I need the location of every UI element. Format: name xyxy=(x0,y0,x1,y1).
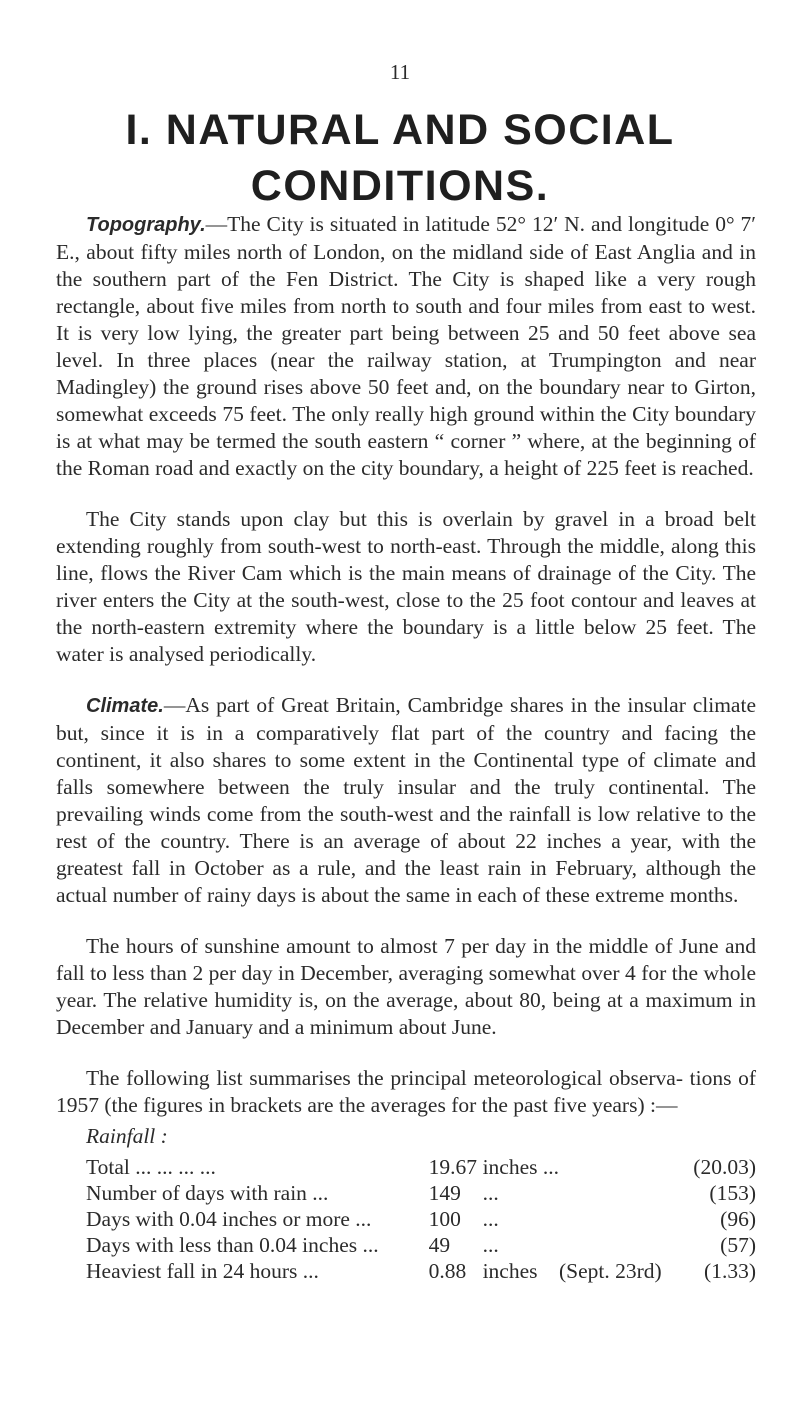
rainfall-row-note xyxy=(559,1154,662,1180)
chapter-title-line-2: CONDITIONS. xyxy=(250,162,550,210)
chapter-title-line-1: I. NATURAL AND SOCIAL xyxy=(125,106,675,154)
rainfall-row xyxy=(86,1180,756,1206)
topography-text: —The City is situated in latitude 52° 12′ N. and longitude 0° 7′ E., about fifty miles north of London, on the midland side of East Anglia and in the southern part of the Fen District. The City is shaped like a very rough rectangle, about five miles from north to south and four miles from east to west. It is very low lying, the greater part being between 25 and 50 feet above sea level. In three places (near the railway station, at Trumpington and near Madingley) the ground rises above 50 feet and, on the boundary near to Girton, somewhat exceeds 75 feet. The only really high ground within the City boundary is at what may be termed the south eastern “ corner ” where, at the beginning of the Roman road and exactly on the city boundary, a height of 225 feet is reached. xyxy=(56,212,756,480)
rainfall-row xyxy=(86,1154,756,1180)
climate-heading: Climate. xyxy=(86,695,164,717)
rainfall-row-value: 149 xyxy=(428,1181,461,1205)
rainfall-row-value: 49 xyxy=(428,1233,451,1257)
topography-paragraph xyxy=(56,211,756,482)
rainfall-row-value: 100 xyxy=(428,1207,461,1231)
geology-paragraph: The City stands upon clay but this is overlain by gravel in a broad belt extending roughly from south-west to north-east. Through the middle, along this line, flows the River Cam which is the main means of drainage of the City. The river enters the City at the south-west, close to the 25 foot contour and leaves at the north-eastern extremity where the boundary is a little below 25 feet. The water is analysed periodically. xyxy=(56,507,756,666)
rainfall-row-unit: ... xyxy=(482,1233,499,1257)
rainfall-row-value: 19.67 xyxy=(428,1155,477,1179)
rainfall-row-unit: inches xyxy=(482,1259,538,1283)
topography-heading: Topography. xyxy=(86,214,206,236)
rainfall-row-label: Days with less than 0.04 inches ... xyxy=(86,1233,379,1257)
rainfall-row-unit: ... xyxy=(482,1181,499,1205)
sunshine-paragraph: The hours of sunshine amount to almost 7 per day in the middle of June and fall to less than 2 per day in December, averaging somewhat over 4 for the whole year. The relative humidity is, on the average, about 80, being at a maximum in December and January and a minimum about June. xyxy=(56,934,756,1039)
rainfall-row-average: (20.03) xyxy=(693,1155,756,1179)
rainfall-row-average: (1.33) xyxy=(704,1259,756,1283)
rainfall-table xyxy=(86,1154,756,1284)
rainfall-row-label: Total ... ... ... ... xyxy=(86,1155,216,1179)
rainfall-row-unit: ... xyxy=(482,1207,499,1231)
rainfall-row-note xyxy=(559,1206,662,1232)
rainfall-row-label: Number of days with rain ... xyxy=(86,1181,329,1205)
rainfall-row-note xyxy=(559,1180,662,1206)
rainfall-row-average: (153) xyxy=(709,1181,756,1205)
rainfall-row xyxy=(86,1206,756,1232)
rainfall-row xyxy=(86,1232,756,1258)
rainfall-heading: Rainfall : xyxy=(86,1124,168,1148)
rainfall-row-value: 0.88 xyxy=(428,1259,467,1283)
page-number: 11 xyxy=(389,60,411,84)
rainfall-row-label: Days with 0.04 inches or more ... xyxy=(86,1207,372,1231)
body-text xyxy=(56,211,756,1284)
rainfall-row-note: (Sept. 23rd) xyxy=(559,1259,662,1283)
rainfall-row-unit: inches ... xyxy=(482,1155,559,1179)
rainfall-row-note xyxy=(559,1232,662,1258)
rainfall-row-average: (57) xyxy=(720,1233,756,1257)
climate-paragraph xyxy=(56,692,756,909)
rainfall-row-average: (96) xyxy=(720,1207,756,1231)
observations-intro-paragraph: The following list summarises the principal meteorological observa- tions of 1957 (the figures in brackets are the averages for the past five years) :— xyxy=(56,1066,756,1117)
rainfall-row-label: Heaviest fall in 24 hours ... xyxy=(86,1259,319,1283)
climate-text: —As part of Great Britain, Cambridge shares in the insular climate but, since it is in a comparatively flat part of the country and facing the continent, it also shares to some extent in the Continental type of climate and falls somewhere between the truly insular and the truly continental. The prevailing winds come from the south-west and the rainfall is low relative to the rest of the country. There is an average of about 22 inches a year, with the greatest fall in October as a rule, and the least rain in February, although the actual number of rainy days is about the same in each of these extreme months. xyxy=(56,693,756,907)
rainfall-row xyxy=(86,1258,756,1284)
chapter-title xyxy=(60,102,740,214)
